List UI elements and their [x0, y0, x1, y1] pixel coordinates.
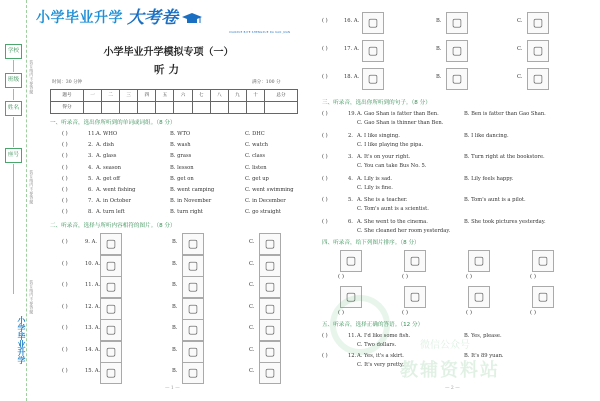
answer-bracket[interactable]: ( ) — [322, 18, 328, 24]
option-b: B. grass — [170, 153, 192, 160]
score-cell: 四 — [138, 90, 156, 102]
option-b-label: B. — [436, 46, 442, 52]
answer-bracket[interactable]: ( ) — [322, 74, 328, 80]
page-title: 小学毕业升学模拟专项（一） — [103, 47, 234, 58]
brand-text: 小学毕业升学 — [36, 9, 123, 26]
option-a: A. I'd like some fish. — [357, 333, 411, 339]
option-c-label: C. — [249, 303, 255, 310]
score-cell: 三 — [120, 90, 138, 102]
question-number: 5. — [88, 175, 93, 182]
picture-glyph: ▢ — [187, 323, 199, 337]
option-c: C. go straight — [245, 209, 281, 216]
score-table — [50, 89, 298, 114]
option-b-label: B. — [436, 74, 442, 80]
watermark-circle — [330, 295, 390, 355]
option-c: C. listen — [245, 164, 267, 171]
option-a: A. Gao Shan is fatter than Ben. — [357, 111, 439, 117]
watermark-line2: 微信公众号 — [420, 340, 470, 351]
section-4-heading: 四、听录音，给下列图片排序。（8 分） — [322, 240, 420, 246]
answer-bracket[interactable]: ( ) — [62, 153, 68, 160]
question-number: 2. — [88, 142, 93, 149]
question-number: 12. A. — [85, 303, 101, 310]
picture-glyph: ▢ — [451, 72, 463, 86]
option-c: C. DHC — [245, 131, 265, 137]
watermark-line1: 教辅资料站 — [400, 360, 500, 381]
seat-field-label: 座号 — [5, 148, 22, 163]
question-number: 13. A. — [85, 325, 101, 331]
answer-bracket[interactable]: ( ) — [322, 333, 328, 339]
option-b: B. WTO — [170, 131, 191, 137]
picture-glyph: ▢ — [532, 44, 544, 58]
option-a-picture — [100, 276, 122, 298]
option-b: B. Yes, please. — [464, 333, 502, 339]
option-c: C. watch — [245, 142, 268, 149]
score-entry[interactable] — [192, 102, 210, 114]
answer-bracket[interactable]: ( ) — [62, 142, 68, 149]
question-number: 3. — [88, 153, 93, 160]
question-number: 11. — [88, 131, 97, 137]
picture-glyph: ▢ — [264, 237, 276, 251]
option-c: C. I like playing the pipa. — [357, 141, 424, 148]
answer-bracket[interactable]: ( ) — [62, 368, 68, 374]
option-c-label: C. — [249, 368, 255, 374]
option-b-label: B. — [172, 260, 178, 267]
answer-bracket[interactable]: ( ) — [322, 111, 328, 117]
binding-connector — [13, 89, 14, 100]
ordering-picture — [340, 250, 362, 272]
fold-note: 装订线内不要答题 — [29, 280, 35, 315]
option-c-picture — [259, 319, 281, 341]
option-c: C. Two dollars. — [357, 342, 397, 348]
question-number: 11. A. — [85, 282, 101, 288]
option-c-picture — [259, 362, 281, 384]
score-cell: 六 — [174, 90, 192, 102]
answer-bracket[interactable]: ( ) — [62, 239, 68, 245]
picture-glyph: ▢ — [451, 16, 463, 30]
picture-glyph: ▢ — [105, 237, 117, 251]
option-b: B. wash — [170, 142, 191, 149]
option-c-picture — [259, 233, 281, 255]
picture-glyph: ▢ — [473, 290, 485, 304]
option-b-label: B. — [172, 239, 178, 245]
option-b-label: B. — [172, 303, 178, 310]
score-table-score-row — [51, 102, 298, 114]
option-a-picture — [100, 319, 122, 341]
picture-glyph: ▢ — [187, 237, 199, 251]
option-a: A. She is a teacher. — [357, 197, 408, 203]
option-a-picture — [100, 362, 122, 384]
brand-big-text: 大考卷 — [127, 8, 178, 28]
option-c-picture — [527, 40, 549, 62]
option-c-label: C. — [249, 346, 255, 353]
score-entry[interactable] — [156, 102, 174, 114]
option-b-picture — [182, 276, 204, 298]
answer-bracket[interactable]: ( ) — [322, 218, 328, 225]
option-b: B. Tom's aunt is a pilot. — [464, 197, 526, 203]
question-number: 7. — [88, 198, 93, 205]
option-b-picture — [446, 40, 468, 62]
question-number: 2. — [348, 132, 353, 139]
option-b: B. lesson — [170, 164, 194, 171]
answer-bracket[interactable]: ( ) — [62, 325, 68, 331]
picture-glyph: ▢ — [537, 254, 549, 268]
option-c: C. She cleaned her room yesterday. — [357, 227, 451, 234]
option-b: B. Turn right at the bookstore. — [464, 154, 545, 160]
option-c: C. Lily is fine. — [357, 184, 393, 191]
option-c-label: C. — [517, 18, 523, 24]
option-c-picture — [259, 276, 281, 298]
picture-glyph: ▢ — [264, 323, 276, 337]
page-subtitle: 听力 — [154, 64, 183, 76]
option-c: C. class — [245, 153, 266, 160]
binding-strip — [0, 0, 27, 401]
option-a-picture — [362, 68, 384, 90]
question-number: 10. A. — [85, 260, 101, 267]
option-c-picture — [527, 12, 549, 34]
binding-connector — [13, 164, 14, 294]
score-cell: 十 — [246, 90, 264, 102]
picture-glyph: ▢ — [367, 72, 379, 86]
picture-glyph: ▢ — [367, 44, 379, 58]
binding-connector — [13, 117, 14, 147]
picture-glyph: ▢ — [532, 72, 544, 86]
score-entry[interactable] — [120, 102, 138, 114]
option-a: A. went fishing — [96, 187, 136, 193]
option-a: A. Yes, it's a skirt. — [357, 353, 404, 359]
graduation-cap-icon — [181, 12, 203, 26]
picture-glyph: ▢ — [264, 344, 276, 358]
ordering-picture — [532, 286, 554, 308]
picture-glyph: ▢ — [187, 258, 199, 272]
option-a: A. glass — [96, 153, 117, 160]
ordering-picture — [404, 250, 426, 272]
option-b-picture — [446, 12, 468, 34]
side-logo: 小学毕业升学 — [17, 316, 26, 364]
picture-glyph: ▢ — [537, 290, 549, 304]
option-c: C. get up — [245, 175, 269, 182]
ordering-picture — [468, 286, 490, 308]
option-a-picture — [100, 341, 122, 363]
picture-glyph: ▢ — [409, 254, 421, 268]
option-b: B. in November — [170, 198, 212, 205]
picture-glyph: ▢ — [264, 258, 276, 272]
picture-glyph: ▢ — [409, 290, 421, 304]
section-2-heading: 二、听录音，选择与所听内容相符的图片。（8 分） — [50, 223, 176, 229]
option-a: A. get off — [96, 175, 120, 182]
option-b: B. get on — [170, 175, 194, 182]
picture-glyph: ▢ — [105, 344, 117, 358]
name-field-label: 姓名 — [5, 101, 22, 116]
score-cell: 得分 — [51, 102, 84, 114]
answer-bracket[interactable]: ( ) — [62, 282, 68, 288]
order-blank[interactable]: ( ) — [338, 310, 344, 316]
page-number-right: — 2 — — [445, 386, 460, 391]
picture-glyph: ▢ — [473, 254, 485, 268]
option-b: B. It's 89 yuan. — [464, 353, 504, 359]
time-limit: 时间：30 分钟 — [52, 80, 83, 85]
answer-bracket[interactable]: ( ) — [322, 175, 328, 182]
option-c-label: C. — [249, 260, 255, 267]
answer-bracket[interactable]: ( ) — [62, 198, 68, 205]
picture-glyph: ▢ — [105, 366, 117, 380]
option-a: A. She went to the cinema. — [357, 218, 428, 225]
order-blank[interactable]: ( ) — [402, 274, 408, 280]
ordering-picture — [468, 250, 490, 272]
section-1-heading: 一、听录音，选出你所听到的单词或词组。（8 分） — [50, 120, 176, 126]
option-b-picture — [446, 68, 468, 90]
option-c: C. in December — [245, 198, 286, 205]
option-c: C. It's very pretty. — [357, 362, 404, 368]
option-a-picture — [362, 40, 384, 62]
option-b-picture — [182, 298, 204, 320]
section-5-heading: 五、听录音，选择正确的答语。（12 分） — [322, 322, 424, 328]
question-number: 9. A. — [85, 239, 97, 245]
option-a-picture — [100, 233, 122, 255]
answer-bracket[interactable]: ( ) — [62, 303, 68, 310]
section-3-heading: 三、听录音，选出你所听到的句子。（8 分） — [322, 100, 431, 106]
option-b: B. Lily feels happy. — [464, 175, 514, 182]
question-number: 11. — [348, 333, 357, 339]
answer-bracket[interactable]: ( ) — [62, 260, 68, 267]
option-b-label: B. — [172, 325, 178, 331]
question-number: 8. — [88, 209, 93, 216]
answer-bracket[interactable]: ( ) — [62, 209, 68, 216]
option-a: A. Lily is sad. — [357, 175, 393, 182]
option-a: A. in October — [96, 198, 131, 205]
question-number: 12. — [348, 353, 357, 359]
answer-bracket[interactable]: ( ) — [322, 353, 328, 359]
option-b-label: B. — [436, 18, 442, 24]
picture-glyph: ▢ — [345, 254, 357, 268]
binding-connector — [13, 60, 14, 72]
score-entry[interactable] — [174, 102, 192, 114]
picture-glyph: ▢ — [187, 366, 199, 380]
option-c: C. Tom's aunt is a scientist. — [357, 206, 429, 212]
score-cell: 一 — [83, 90, 101, 102]
fold-note: 装订线内不要答题 — [29, 60, 35, 95]
option-a-picture — [362, 12, 384, 34]
answer-bracket[interactable]: ( ) — [62, 175, 68, 182]
order-blank[interactable]: ( ) — [530, 274, 536, 280]
picture-glyph: ▢ — [105, 301, 117, 315]
question-number: 19. — [348, 111, 357, 117]
answer-bracket[interactable]: ( ) — [322, 154, 328, 160]
question-number: 15. A. — [85, 368, 101, 374]
score-entry[interactable] — [138, 102, 156, 114]
option-c-picture — [527, 68, 549, 90]
option-a: A. turn left — [96, 209, 125, 216]
question-number: 16. A. — [344, 18, 360, 24]
question-number: 6. — [88, 187, 93, 193]
order-blank[interactable]: ( ) — [466, 274, 472, 280]
question-number: 5. — [348, 197, 353, 203]
question-number: 17. A. — [344, 46, 360, 52]
option-b-picture — [182, 233, 204, 255]
picture-glyph: ▢ — [187, 280, 199, 294]
order-blank[interactable]: ( ) — [466, 310, 472, 316]
picture-glyph: ▢ — [187, 301, 199, 315]
score-entry[interactable] — [228, 102, 246, 114]
score-table-header-row — [51, 90, 298, 102]
score-cell: 题号 — [51, 90, 84, 102]
option-b: B. turn right — [170, 209, 203, 216]
score-entry[interactable] — [210, 102, 228, 114]
picture-glyph: ▢ — [105, 280, 117, 294]
option-a-picture — [100, 298, 122, 320]
question-number: 18. A. — [344, 74, 360, 80]
answer-bracket[interactable]: ( ) — [62, 346, 68, 353]
option-b-label: B. — [172, 346, 178, 353]
answer-bracket[interactable]: ( ) — [62, 164, 68, 171]
picture-glyph: ▢ — [264, 366, 276, 380]
option-b-picture — [182, 341, 204, 363]
answer-bracket[interactable]: ( ) — [322, 197, 328, 203]
option-c-label: C. — [249, 282, 255, 288]
picture-glyph: ▢ — [345, 290, 357, 304]
order-blank[interactable]: ( ) — [530, 310, 536, 316]
option-b: B. Ben is fatter than Gao Shan. — [464, 111, 546, 117]
ordering-picture — [404, 286, 426, 308]
brand-subtitle: XIAOXUE BIYE SHENGXUE DA KAO JUAN — [229, 31, 291, 34]
option-b-picture — [182, 362, 204, 384]
brand-logo — [36, 8, 203, 29]
answer-bracket[interactable]: ( ) — [322, 132, 328, 139]
question-number: 3. — [348, 154, 353, 160]
option-b-picture — [182, 319, 204, 341]
picture-glyph: ▢ — [532, 16, 544, 30]
picture-glyph: ▢ — [105, 323, 117, 337]
picture-glyph: ▢ — [264, 301, 276, 315]
question-number: 14. A. — [85, 346, 101, 353]
school-field-label: 学校 — [5, 44, 22, 59]
option-a: A. It's on your right. — [357, 154, 411, 160]
score-cell: 总分 — [265, 90, 298, 102]
ordering-picture — [532, 250, 554, 272]
option-b-label: B. — [172, 368, 178, 374]
order-blank[interactable]: ( ) — [338, 274, 344, 280]
fold-note: 装订线内不要答题 — [29, 170, 35, 205]
score-cell: 五 — [156, 90, 174, 102]
score-entry[interactable] — [265, 102, 298, 114]
score-cell: 九 — [228, 90, 246, 102]
picture-glyph: ▢ — [451, 44, 463, 58]
option-c-label: C. — [517, 74, 523, 80]
option-c: C. Gao Shan is thinner than Ben. — [357, 120, 444, 126]
question-number: 4. — [348, 175, 353, 182]
option-c: C. went swimming — [245, 187, 294, 193]
score-cell: 二 — [102, 90, 120, 102]
page-number-left: — 1 — — [165, 386, 180, 391]
option-c-picture — [259, 255, 281, 277]
answer-bracket[interactable]: ( ) — [62, 187, 68, 193]
score-entry[interactable] — [102, 102, 120, 114]
answer-bracket[interactable]: ( ) — [62, 131, 68, 137]
score-entry[interactable] — [246, 102, 264, 114]
score-entry[interactable] — [83, 102, 101, 114]
option-b: B. I like dancing. — [464, 132, 509, 139]
score-cell: 八 — [210, 90, 228, 102]
picture-glyph: ▢ — [187, 344, 199, 358]
option-c: C. You can take Bus No. 5. — [357, 163, 427, 169]
picture-glyph: ▢ — [264, 280, 276, 294]
option-b-label: B. — [172, 282, 178, 288]
option-c-label: C. — [249, 325, 255, 331]
option-a-picture — [100, 255, 122, 277]
full-score: 满分：100 分 — [252, 80, 281, 85]
option-c-label: C. — [517, 46, 523, 52]
order-blank[interactable]: ( ) — [402, 310, 408, 316]
option-b: B. went camping — [170, 187, 215, 193]
score-cell: 七 — [192, 90, 210, 102]
answer-bracket[interactable]: ( ) — [322, 46, 328, 52]
picture-glyph: ▢ — [367, 16, 379, 30]
option-b-picture — [182, 255, 204, 277]
option-b: B. She took pictures yesterday. — [464, 218, 546, 225]
option-a: A. dish — [96, 142, 115, 149]
question-number: 6. — [348, 218, 353, 225]
class-field-label: 班级 — [5, 73, 22, 88]
option-c-picture — [259, 298, 281, 320]
question-number: 4. — [88, 164, 93, 171]
option-c-label: C. — [249, 239, 255, 245]
option-c-picture — [259, 341, 281, 363]
option-a: A. season — [96, 164, 121, 171]
picture-glyph: ▢ — [105, 258, 117, 272]
option-a: A. I like singing. — [357, 132, 400, 139]
option-a: A. WHO — [96, 131, 118, 137]
